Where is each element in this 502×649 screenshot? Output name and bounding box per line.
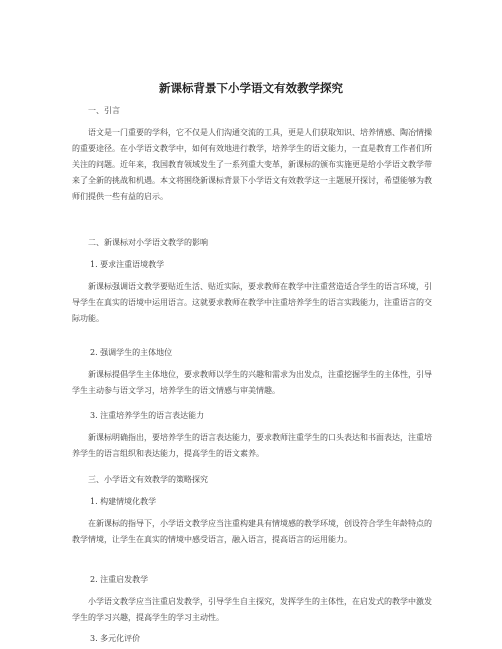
paragraph-context-teaching: 新课标强调语文教学要贴近生活、贴近实际，要求教师在教学中注重营造适合学生的语言环境，引导学生在真实的语境中运用语言。这就要求教师在教学中注重培养学生的语言实践能力，注重语言的交际功能。 <box>72 282 432 323</box>
section-heading-strategies: 三、小学语文有效教学的策略探究 <box>88 475 208 484</box>
paragraph-student-subject: 新课标提倡学生主体地位，要求教师以学生的兴趣和需求为出发点，注重挖掘学生的主体性，引导学生主动参与语文学习，培养学生的语文情感与审美情趣。 <box>72 370 432 395</box>
paragraph-situational-teaching: 在新课标的指导下，小学语文教学应当注重构建具有情境感的教学环境，创设符合学生年龄特点的教学情境，让学生在真实的情境中感受语言，融入语言，提高语言的运用能力。 <box>72 519 432 544</box>
subheading-diverse-evaluation: 3. 多元化评价 <box>90 634 141 643</box>
subheading-situational-teaching: 1. 构建情境化教学 <box>90 497 157 506</box>
paragraph-expression-ability: 新课标明确指出，要培养学生的语言表达能力，要求教师注重学生的口头表达和书面表达，注重培养学生的语言组织和表达能力，提高学生的语文素养。 <box>72 433 432 458</box>
document-title: 新课标背景下小学语文有效教学探究 <box>159 81 343 95</box>
paragraph-introduction: 语文是一门重要的学科，它不仅是人们沟通交流的工具，更是人们获取知识、培养情感、陶冶情操的重要途径。在小学语文教学中，如何有效地进行教学，培养学生的语文能力，一直是教育工作者们所关注的问题。近年来，我国教育领域发生了一系列重大变革，新课标的颁布实施更是给小学语文教学带来了全新的挑战和机遇。本文将围绕新课标背景下小学语文有效教学这一主题展开探讨，希望能够为教师们提供一些有益的启示。 <box>72 128 432 201</box>
section-heading-introduction: 一、引言 <box>88 106 120 115</box>
subheading-context-teaching: 1. 要求注重语境教学 <box>90 260 165 269</box>
subheading-heuristic-teaching: 2. 注重启发教学 <box>90 575 149 584</box>
section-heading-curriculum-impact: 二、新课标对小学语文教学的影响 <box>88 238 208 247</box>
subheading-student-subject: 2. 强调学生的主体地位 <box>90 348 173 357</box>
paragraph-heuristic-teaching: 小学语文教学应当注重启发教学，引导学生自主探究，发挥学生的主体性，在启发式的教学中激发学生的学习兴趣，提高学生的学习主动性。 <box>72 597 432 622</box>
subheading-expression-ability: 3. 注重培养学生的语言表达能力 <box>90 411 205 420</box>
